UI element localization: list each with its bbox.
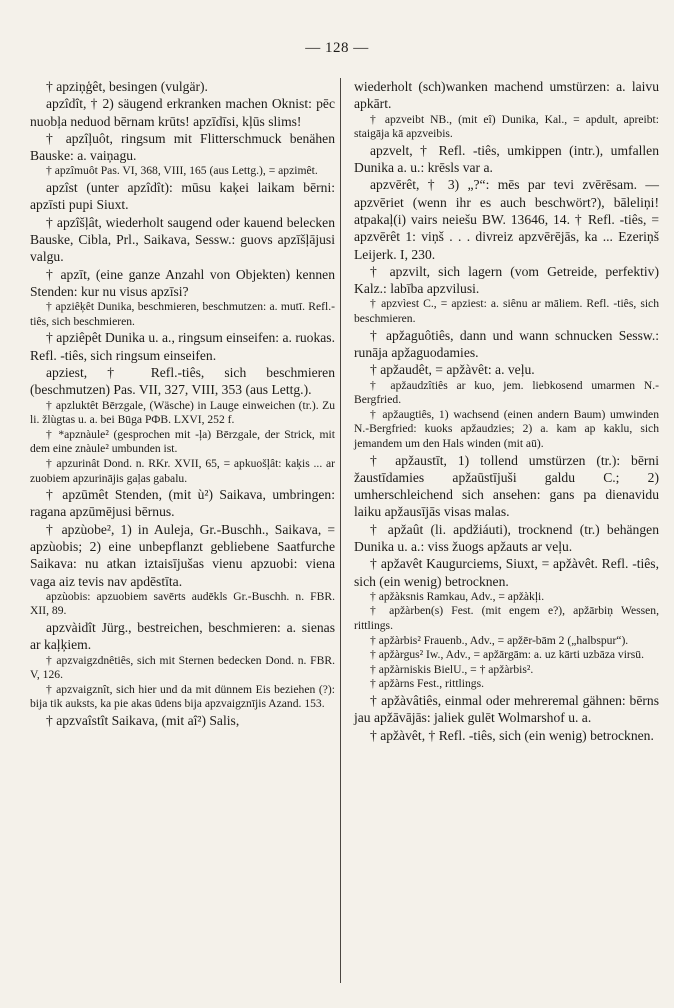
entry: † apžàksnis Ramkau, Adv., = apžàkļi. xyxy=(370,589,545,603)
entry: wiederholt (sch)wanken machend umstürzen: a. laivu apkārt. xyxy=(354,79,659,112)
entry: † apzvilt, sich lagern (vom Getreide, perfektiv) Kalz.: labība apzvilusi. xyxy=(354,263,659,297)
entry: † *apznàule² (gesprochen mit -ļa) Bērzgale, der Strick, mit dem eine znàule² umbunden ist. xyxy=(30,427,335,456)
entry: † apzurinât Dond. n. RKr. XVII, 65, = apkuošļât: kaķis ... ar zuobiem apzurinājis gaļas gabalu. xyxy=(30,456,335,485)
entry: † apžàrgus² Iw., Adv., = apžārgām: a. uz kārti uzbāza virsū. xyxy=(370,648,644,662)
entry: † apžàrniskis BielU., = † apžàrbis². xyxy=(370,662,534,676)
entry: † apžaudêt, = apžàvêt: a. veļu. xyxy=(370,362,535,378)
entry: † apžaugtiês, 1) wachsend (einen andern Baum) umwinden N.-Bergfried: kuoks apžaudzies; 2) a. kam ap kaklu, sich jemandem um den Hals winden (mit aū). xyxy=(354,407,659,450)
entry: † apžaût (li. apdžiáuti), trocknend (tr.) behängen Dunika u. a.: viss žuogs apžauts ar veļu. xyxy=(354,521,659,554)
entry: † apziņģêt, besingen (vulgär). xyxy=(46,79,208,94)
right-column xyxy=(354,78,659,744)
entry: † apzīt, (eine ganze Anzahl von Objekten) kennen Stenden: kur nu visus apzīsi? xyxy=(30,266,335,299)
entry: † apzîšļât, wiederholt saugend oder kauend belecken Bauske, Cibla, Prl., Saikava, Sessw.: guovs apzīšļājusi valgu. xyxy=(30,214,335,265)
page-number: — 128 — xyxy=(305,40,369,56)
entry: † apžaudzîtiês ar kuo, jem. liebkosend umarmen N.-Bergfried. xyxy=(354,378,659,407)
entry: † apzîļuôt, ringsum mit Flitterschmuck benähen Bauske: a. vaiņagu. xyxy=(30,130,335,164)
entry: † apžaguôtiês, dann und wann schnucken Sessw.: runāja apžaguodamies. xyxy=(354,327,659,360)
entry: † apžavêt Kaugurciems, Siuxt, = apžàvêt. Refl. -tiês, sich (ein wenig) betrocknen. xyxy=(354,556,659,589)
entry: † apžàrns Fest., rittlings. xyxy=(370,677,484,691)
entry: † apzvìest C., = apziest: a. siênu ar māliem. Refl. -tiês, sich beschmieren. xyxy=(354,297,659,326)
entry: † apžaustīt, 1) tollend umstürzen (tr.): bērni žaustīdamies apžaūstījuši galdu C.; 2) umherschleichend sich ansehen: gans pa dienavidu laiku apžausījās visas malas. xyxy=(354,452,659,520)
entry: apzîdît, † 2) säugend erkranken machen Oknist: pēc nuobļa neduod bērnam krūts! apzīdīsi, kļūs slims! xyxy=(30,96,335,129)
entry: † apzvaigznît, sich hier und da mit dünnem Eis beziehen (?): bija tik auksts, ka pie akas ūdens bija apzvaigznījis Azand. 153. xyxy=(30,682,335,711)
entry: † apzùobe², 1) in Auleja, Gr.-Buschh., Saikava, = apzùobis; 2) eine unbepflanzt gebliebene Saatfurche Saikava: nu atkan iztaisījušas vienu apzuobi: viena vaga aiz tevis nav apdēstīta. xyxy=(30,521,335,589)
entry: † apzluktêt Bērzgale, (Wäsche) in Lauge einweichen (tr.). Zu li. žlùgtas u. a. bei Būga РФВ. LXVI, 252 f. xyxy=(30,398,335,427)
entry: † apzveibt NB., (mit eî) Dunika, Kal., = apdult, apreibt: staigāja kā apzveibis. xyxy=(354,112,659,141)
entry: apzùobis: apzuobiem savērts audēkls Gr.-Buschh. n. FBR. XII, 89. xyxy=(30,589,335,618)
entry: apzvàidît Jürg., bestreichen, beschmieren: a. sienas ar kaļķiem. xyxy=(30,620,335,653)
left-column xyxy=(30,78,335,729)
entry: apzvērêt, † 3) „?“: mēs par tevi zvērēsam. — apzvēriet (wenn ihr es auch beschwört?), bāleliņi! atpakaļ(i) vairs neiešu BW. 13646, 14. † Refl. -tiês, = apzvērêt 1: viņš . . . divreiz apzvērējās, ka ... Ezeriņš Leijerk. I, 230. xyxy=(354,177,659,262)
entry: † apžàvêt, † Refl. -tiês, sich (ein wenig) betrocknen. xyxy=(370,727,654,743)
entry: † apzîmuôt Pas. VI, 368, VIII, 165 (aus Lettg.), = apzimêt. xyxy=(46,164,318,178)
entry: † apziêpêt Dunika u. a., ringsum einseifen: a. ruokas. Refl. -tiês, sich ringsum einseifen. xyxy=(30,330,335,363)
entry: † apžàrben(s) Fest. (mit engem e?), apžārbiņ Wessen, rittlings. xyxy=(354,604,659,633)
entry: † apzvaîstît Saikava, (mit aî²) Salis, xyxy=(46,713,240,729)
entry: apzîst (unter apzîdît): mūsu kaķei laikam bērni: apzīsti pupi Siuxt. xyxy=(30,180,335,213)
entry: † apzvaigzdnêtiês, sich mit Sternen bedecken Dond. n. FBR. V, 126. xyxy=(30,653,335,682)
entry: † apzūmêt Stenden, (mit ù²) Saikava, umbringen: ragana apzūmējusi bērnus. xyxy=(30,487,335,520)
column-divider xyxy=(340,78,341,983)
entry: † apziêķêt Dunika, beschmieren, beschmutzen: a. mutī. Refl.-tiês, sich beschmieren. xyxy=(30,300,335,328)
entry: † apžàrbis² Frauenb., Adv., = apžēr-bām 2 („halbspur“). xyxy=(370,633,629,647)
entry: apzvelt, † Refl. -tiês, umkippen (intr.), umfallen Dunika a. u.: krēsls var a. xyxy=(354,142,659,176)
entry: † apžàvâtiês, einmal oder mehreremal gähnen: bērns jau apžāvājās: jaliek gulēt Wolmarshof u. a. xyxy=(354,693,659,726)
entry: apziest, † Refl.-tiês, sich beschmieren (beschmutzen) Pas. VII, 327, VIII, 353 (aus Lettg.). xyxy=(30,364,335,398)
